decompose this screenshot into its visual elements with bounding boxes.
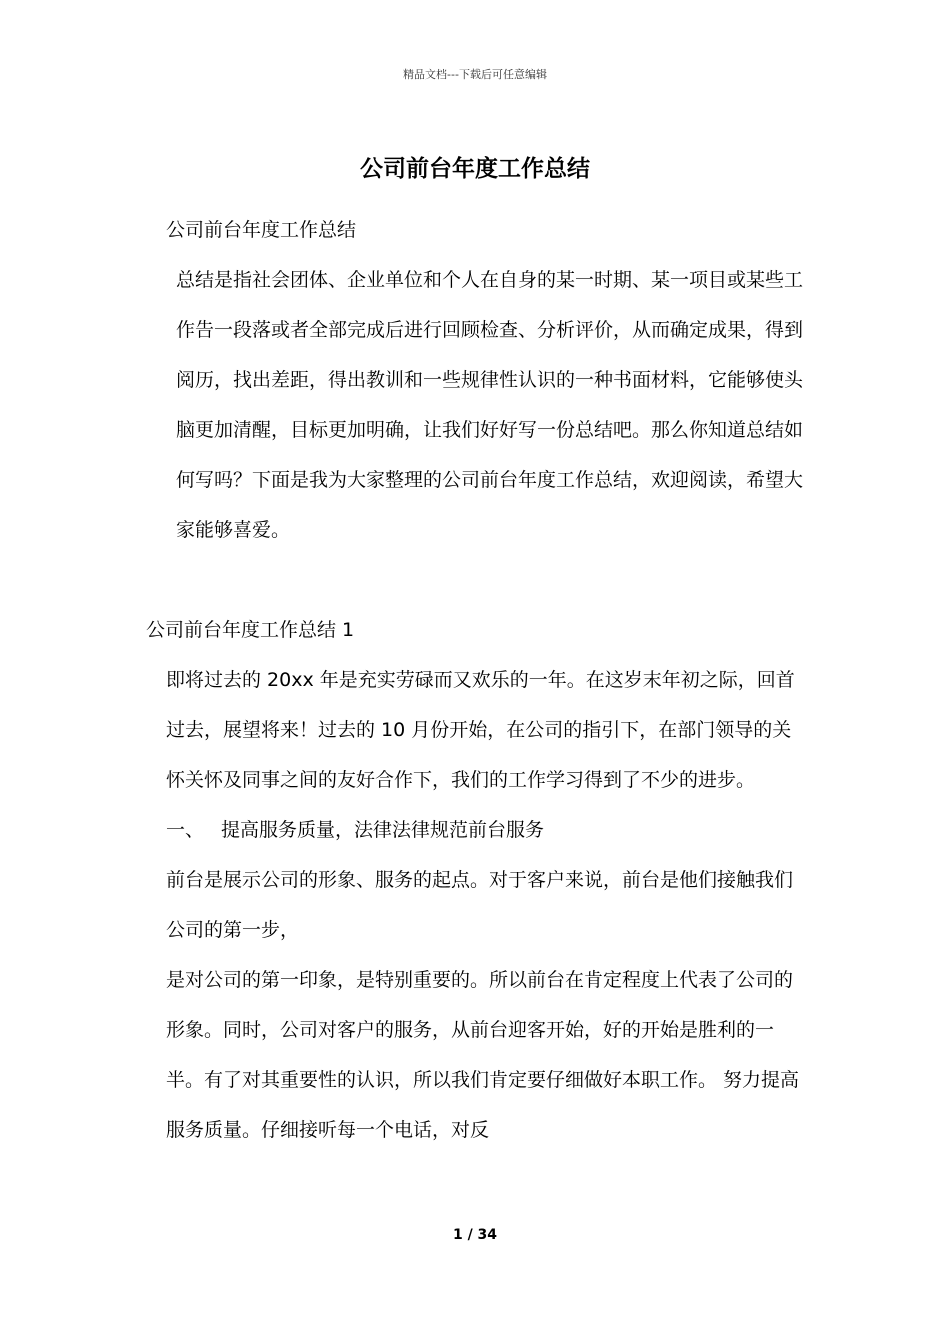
body-paragraph: 是对公司的第一印象，是特别重要的。所以前台在肯定程度上代表了公司的形象。同时，公司对客户的服务，从前台迎客开始，好的开始是胜利的一半。有了对其重要性的认识，所以我们肯定要仔细做好本职工作。 努力提高服务质量。仔细接听每一个电话，对反 bbox=[166, 969, 800, 1141]
list-item-heading bbox=[146, 805, 806, 855]
document-subtitle: 公司前台年度工作总结 bbox=[166, 219, 357, 241]
document-title: 公司前台年度工作总结 bbox=[360, 156, 590, 182]
section-heading: 公司前台年度工作总结 1 bbox=[146, 619, 355, 641]
header-note: 精品文档---下载后可任意编辑 bbox=[403, 68, 547, 81]
list-item-text: 提高服务质量，法律法律规范前台服务 bbox=[221, 819, 545, 841]
section-paragraph: 即将过去的 20xx 年是充实劳碌而又欢乐的一年。在这岁末年初之际，回首过去，展望将来！过去的 10 月份开始，在公司的指引下，在部门领导的关怀关怀及同事之间的友好合作下，我们的工作学习得到了不少的进步。 bbox=[166, 669, 795, 791]
list-item-number: 一、 bbox=[166, 819, 205, 841]
body-paragraph: 前台是展示公司的形象、服务的起点。对于客户来说，前台是他们接触我们公司的第一步， bbox=[166, 869, 794, 941]
page-number: 1 / 34 bbox=[452, 1227, 498, 1243]
document-body bbox=[146, 205, 806, 1155]
intro-paragraph: 总结是指社会团体、企业单位和个人在自身的某一时期、某一项目或某些工作告一段落或者全部完成后进行回顾检查、分析评价，从而确定成果，得到阅历，找出差距，得出教训和一些规律性认识的一种书面材料，它能够使头脑更加清醒，目标更加明确，让我们好好写一份总结吧。那么你知道总结如何写吗？下面是我为大家整理的公司前台年度工作总结，欢迎阅读，希望大家能够喜爱。 bbox=[176, 269, 804, 541]
